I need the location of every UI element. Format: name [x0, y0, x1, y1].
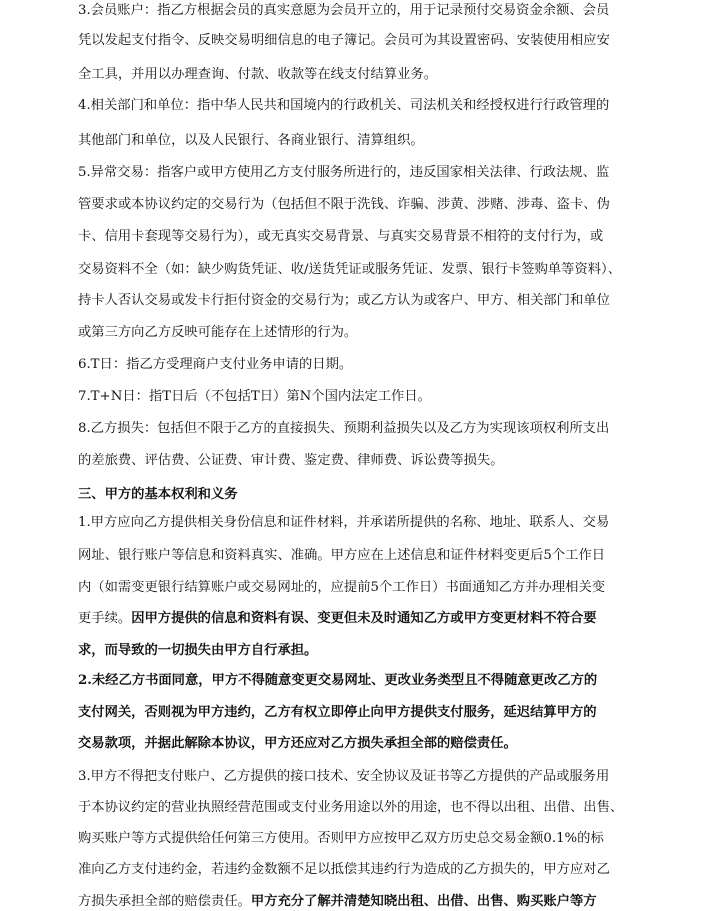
text-line: [78, 196, 638, 214]
text-segment: 于本协议约定的营业执照经营范围或支付业务用途以外的用途，也不得以出租、出借、出售、: [78, 800, 624, 815]
text-segment: 网址、银行账户等信息和资料真实、准确。甲方应在上述信息和证件材料变更后5个工作日: [78, 548, 606, 563]
text-segment: 购买账户等方式提供给任何第三方使用。否则甲方应按甲乙双方历史总交易金额0.1%的标: [78, 831, 604, 846]
bold-text-segment: 支付网关，否则视为甲方违约，乙方有权立即停止向甲方提供支付服务，延迟结算甲方的: [78, 705, 597, 720]
text-segment: 准向乙方支付违约金，若违约金数额不足以抵偿其违约行为造成的乙方损失的，甲方应对乙: [78, 862, 610, 877]
text-line: [78, 164, 638, 182]
text-line: [78, 97, 638, 115]
text-line: [78, 356, 638, 374]
text-line: [78, 830, 638, 848]
text-line: [78, 420, 638, 438]
text-line: [78, 388, 638, 406]
bold-text-segment: 三、甲方的基本权利和义务: [78, 487, 238, 502]
text-segment: 或第三方向乙方反映可能存在上述情形的行为。: [78, 325, 358, 340]
bold-text-segment: 求，而导致的一切损失由甲方自行承担。: [78, 643, 318, 658]
text-line: [78, 324, 638, 342]
text-segment: 持卡人否认交易或发卡行拒付资金的交易行为；或乙方认为或客户、甲方、相关部门和单位: [78, 293, 610, 308]
text-line: [78, 672, 638, 690]
text-line: [78, 132, 638, 150]
text-line: [78, 642, 638, 660]
text-line: [78, 2, 638, 20]
text-segment: 1.甲方应向乙方提供相关身份信息和证件材料，并承诺所提供的名称、地址、联系人、交易: [78, 515, 610, 530]
text-line: [78, 735, 638, 753]
text-segment: 管要求或本协议约定的交易行为（包括但不限于洗钱、诈骗、涉黄、涉赌、涉毒、盗卡、伪: [78, 197, 610, 212]
text-segment: 的差旅费、评估费、公证费、审计费、鉴定费、律师费、诉讼费等损失。: [78, 453, 504, 468]
bold-text-segment: 甲方充分了解并清楚知晓出租、出借、出售、购买账户等方: [250, 894, 597, 909]
text-segment: 3.会员账户：指乙方根据会员的真实意愿为会员开立的，用于记录预付交易资金余额、会员: [78, 3, 610, 18]
text-segment: 7.T+N日：指T日后（不包括T日）第N个国内法定工作日。: [78, 389, 431, 404]
text-segment: 卡、信用卡套现等交易行为），或无真实交易背景、与真实交易背景不相符的支付行为，或: [78, 229, 604, 244]
text-line: [78, 799, 638, 817]
text-line: [78, 292, 638, 310]
text-line: [78, 452, 638, 470]
text-line: [78, 610, 638, 628]
text-line: [78, 32, 638, 50]
text-segment: 交易资料不全（如：缺少购货凭证、收/送货凭证或服务凭证、发票、银行卡签购单等资料）、: [78, 262, 622, 277]
bold-text-segment: 交易款项，并据此解除本协议，甲方还应对乙方损失承担全部的赔偿责任。: [78, 736, 517, 751]
text-segment: 凭以发起支付指令、反映交易明细信息的电子簿记。会员可为其设置密码、安装使用相应安: [78, 33, 610, 48]
text-segment: 方损失承担全部的赔偿责任。: [78, 894, 251, 909]
text-segment: 4.相关部门和单位：指中华人民共和国境内的行政机关、司法机关和经授权进行行政管理的: [78, 98, 610, 113]
text-line: [78, 861, 638, 879]
text-line: [78, 768, 638, 786]
text-line: [78, 514, 638, 532]
text-line: [78, 66, 638, 84]
bold-text-segment: 因甲方提供的信息和资料有误、变更但未及时通知乙方或甲方变更材料不符合要: [131, 611, 597, 626]
text-segment: 6.T日：指乙方受理商户支付业务申请的日期。: [78, 357, 353, 372]
text-line: [78, 579, 638, 597]
text-line: [78, 486, 638, 504]
text-line: [78, 261, 638, 279]
text-segment: 其他部门和单位，以及人民银行、各商业银行、清算组织。: [78, 133, 424, 148]
text-line: [78, 704, 638, 722]
text-segment: 8.乙方损失：包括但不限于乙方的直接损失、预期利益损失以及乙方为实现该项权利所支出: [78, 421, 610, 436]
text-line: [78, 228, 638, 246]
text-line: [78, 893, 638, 911]
text-segment: 全工具，并用以办理查询、付款、收款等在线支付结算业务。: [78, 67, 438, 82]
bold-text-segment: 2.未经乙方书面同意，甲方不得随意变更交易网址、更改业务类型且不得随意更改乙方的: [78, 673, 598, 688]
text-segment: 3.甲方不得把支付账户、乙方提供的接口技术、安全协议及证书等乙方提供的产品或服务用: [78, 769, 610, 784]
text-segment: 5.异常交易：指客户或甲方使用乙方支付服务所进行的，违反国家相关法律、行政法规、监: [78, 165, 610, 180]
text-segment: 内（如需变更银行结算账户或交易网址的，应提前5个工作日）书面通知乙方并办理相关变: [78, 580, 606, 595]
text-line: [78, 547, 638, 565]
text-segment: 更手续。: [78, 611, 132, 626]
